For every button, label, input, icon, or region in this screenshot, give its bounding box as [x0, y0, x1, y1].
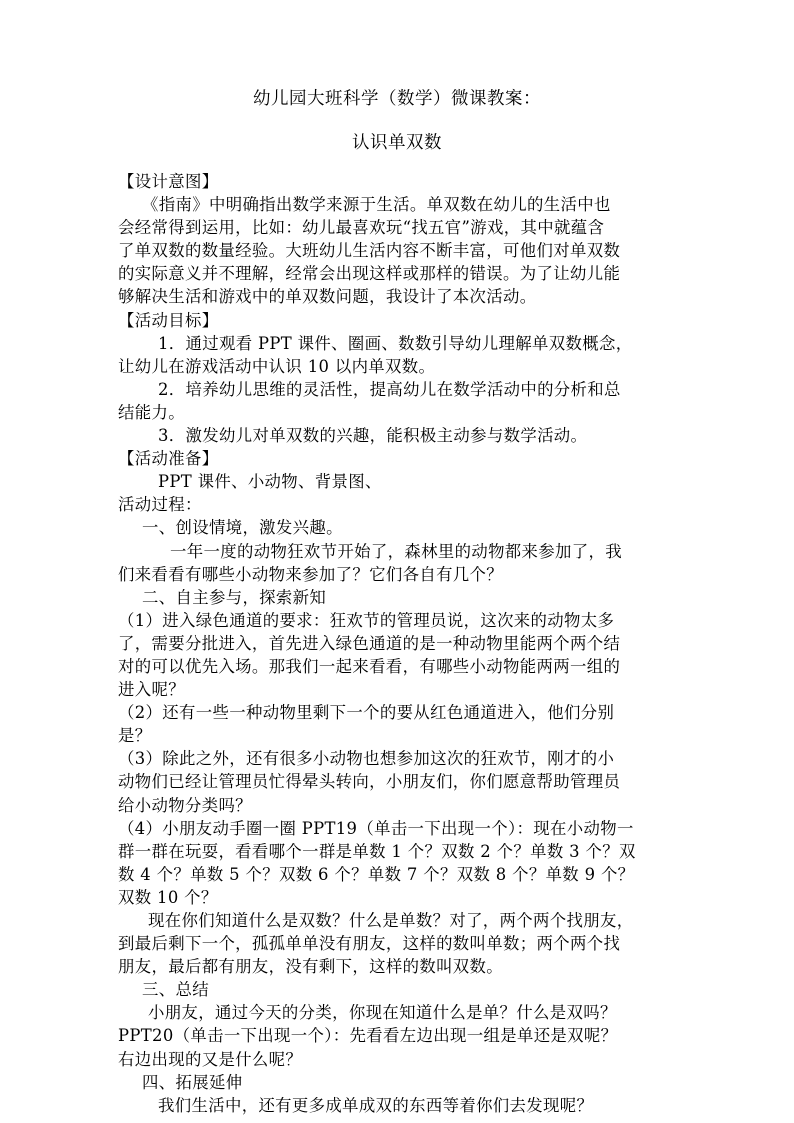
- text-line: 们来看看有哪些小动物来参加了？它们各自有几个？: [118, 564, 504, 584]
- text-line: 了，需要分批进入，首先进入绿色通道的是一种动物里能两个两个结: [118, 633, 621, 653]
- text-line: 2．培养幼儿思维的灵活性，提高幼儿在数学活动中的分析和总: [158, 379, 621, 399]
- text-line: 够解决生活和游戏中的单双数问题，我设计了本次活动。: [118, 287, 537, 307]
- text-line: 【活动准备】: [118, 449, 219, 469]
- document-title: 幼儿园大班科学（数学）微课教案：: [253, 89, 541, 109]
- text-line: （3）除此之外，还有很多小动物也想参加这次的狂欢节，刚才的小: [118, 749, 615, 769]
- text-line: （4）小朋友动手圈一圈 PPT19（单击一下出现一个）：现在小动物一: [118, 818, 634, 838]
- text-line: 双数 10 个？: [118, 887, 218, 907]
- text-line: 二、自主参与，探索新知: [142, 587, 327, 607]
- text-line: 朋友，最后都有朋友，没有剩下，这样的数叫双数。: [118, 957, 504, 977]
- text-line: 对的可以优先入场。那我们一起来看看，有哪些小动物能两两一组的: [118, 656, 621, 676]
- text-line: 我们生活中，还有更多成单成双的东西等着你们去发现呢？: [158, 1095, 594, 1115]
- text-line: 三、总结: [142, 980, 209, 1000]
- text-line: 一、创设情境，激发兴趣。: [142, 518, 343, 538]
- text-line: 1．通过观看 PPT 课件、圈画、数数引导幼儿理解单双数概念，: [158, 333, 633, 353]
- text-line: 活动过程：: [118, 495, 202, 515]
- text-line: 【活动目标】: [118, 310, 219, 330]
- text-line: 的实际意义并不理解，经常会出现这样或那样的错误。为了让幼儿能: [118, 264, 621, 284]
- text-line: 现在你们知道什么是双数？什么是单数？对了，两个两个找朋友，: [148, 911, 634, 930]
- text-line: 让幼儿在游戏活动中认识 10 以内单双数。: [118, 356, 436, 376]
- text-line: 动物们已经让管理员忙得晕头转向，小朋友们，你们愿意帮助管理员: [118, 772, 621, 792]
- text-line: PPT 课件、小动物、背景图、: [158, 472, 382, 492]
- text-line: 右边出现的又是什么呢？: [118, 1049, 303, 1069]
- text-line: 群一群在玩耍，看看哪个一群是单数 1 个？双数 2 个？单数 3 个？双: [118, 841, 636, 861]
- text-line: 3．激发幼儿对单双数的兴趣，能积极主动参与数学活动。: [158, 426, 588, 446]
- text-line: 小朋友，通过今天的分类，你现在知道什么是单？什么是双吗？: [148, 1003, 617, 1023]
- text-line: 会经常得到运用，比如：幼儿最喜欢玩“找五官”游戏，其中就蕴含: [118, 218, 605, 238]
- text-line: 给小动物分类吗？: [118, 795, 252, 815]
- text-line: （2）还有一些一种动物里剩下一个的要从红色通道进入，他们分别: [118, 703, 615, 723]
- text-line: （1）进入绿色通道的要求：狂欢节的管理员说，这次来的动物太多: [118, 610, 615, 630]
- text-line: 了单双数的数量经验。大班幼儿生活内容不断丰富，可他们对单双数: [118, 241, 621, 261]
- text-line: 四、拓展延伸: [142, 1072, 243, 1092]
- text-line: 一年一度的动物狂欢节开始了，森林里的动物都来参加了，我: [170, 541, 622, 561]
- document-subtitle: 认识单双数: [352, 133, 442, 153]
- text-line: 是？: [118, 726, 152, 746]
- text-line: 数 4 个？单数 5 个？双数 6 个？单数 7 个？双数 8 个？单数 9 个？: [118, 864, 635, 884]
- text-line: 【设计意图】: [118, 172, 219, 191]
- text-line: 到最后剩下一个，孤孤单单没有朋友，这样的数叫单数；两个两个找: [118, 934, 621, 954]
- text-line: 结能力。: [118, 402, 185, 422]
- text-line: PPT20（单击一下出现一个）：先看看左边出现一组是单还是双呢？: [118, 1026, 618, 1046]
- text-line: 《指南》中明确指出数学来源于生活。单双数在幼儿的生活中也: [142, 195, 611, 215]
- text-line: 进入呢？: [118, 680, 185, 700]
- document-body: [118, 170, 678, 1117]
